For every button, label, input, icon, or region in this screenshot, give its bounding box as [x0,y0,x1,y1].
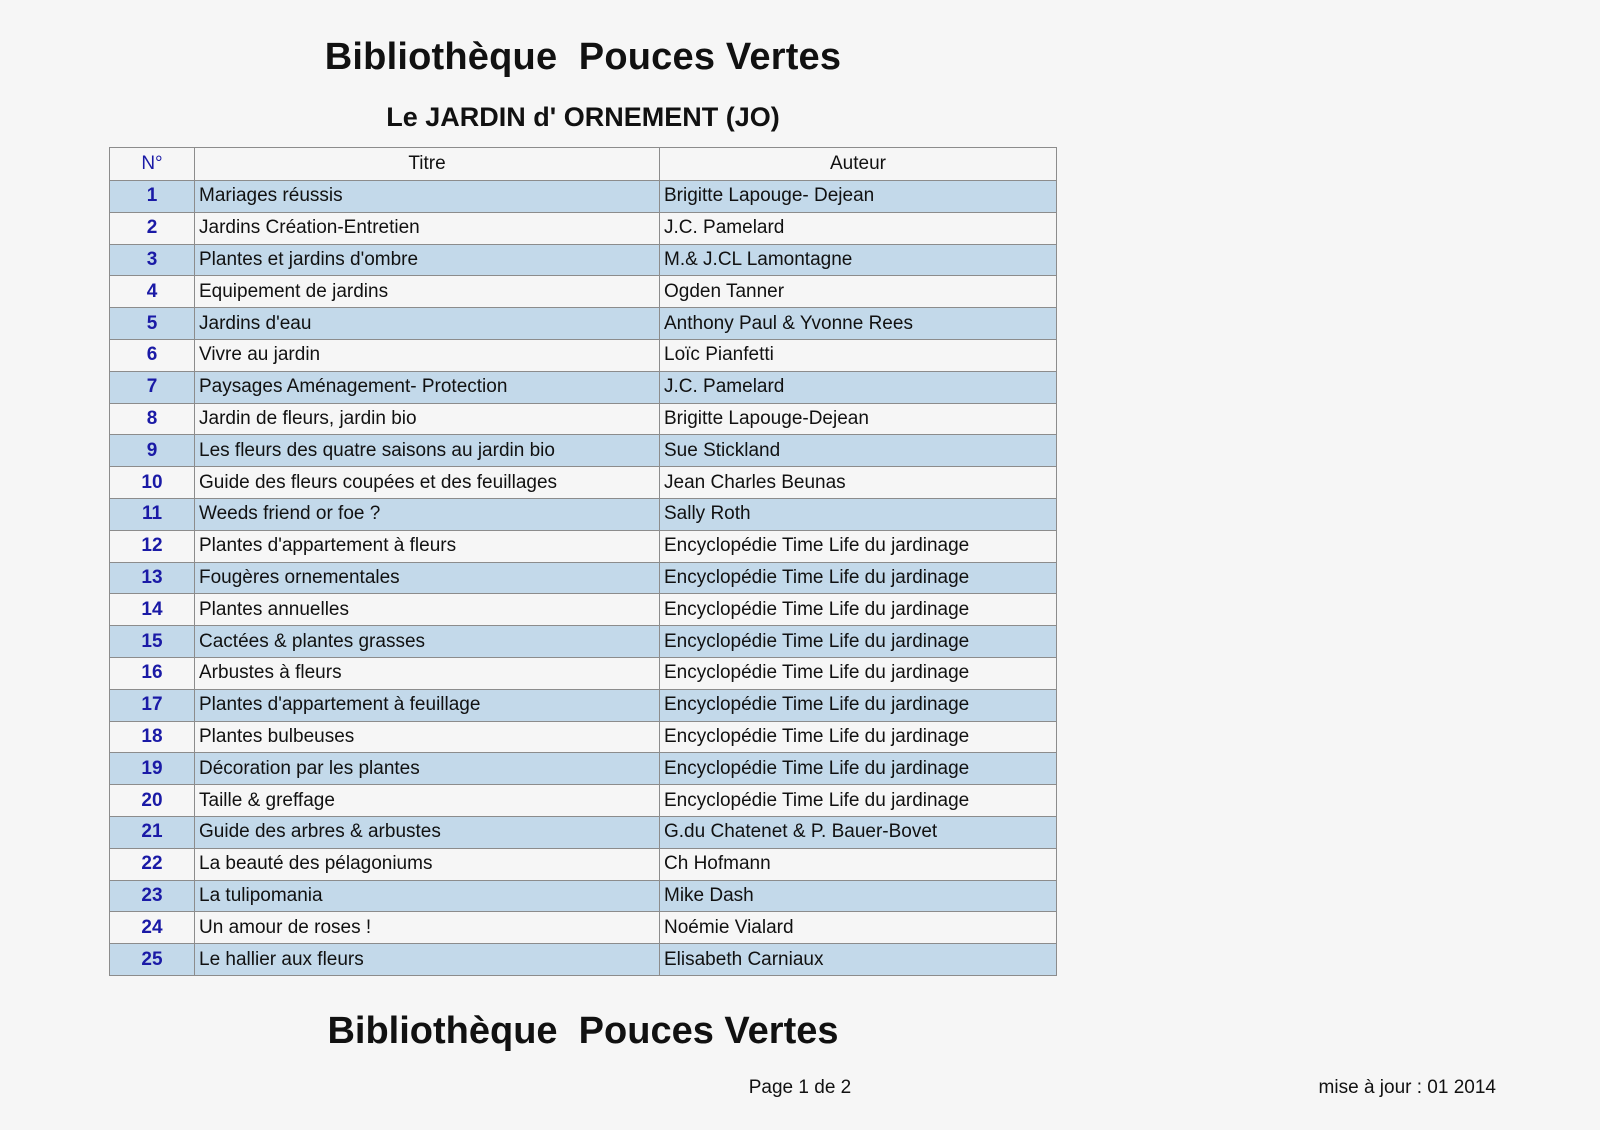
cell-author: Encyclopédie Time Life du jardinage [660,785,1057,817]
cell-number: 24 [110,912,195,944]
cell-number: 13 [110,562,195,594]
cell-title: La tulipomania [195,880,660,912]
cell-number: 8 [110,403,195,435]
cell-title: Weeds friend or foe ? [195,498,660,530]
table-row [110,816,1057,848]
cell-title: Paysages Aménagement- Protection [195,371,660,403]
cell-number: 22 [110,848,195,880]
cell-title: Mariages réussis [195,181,660,213]
table-row [110,339,1057,371]
category-title: Le JARDIN d' ORNEMENT (JO) [386,102,780,132]
cell-number: 5 [110,308,195,340]
cell-title: Le hallier aux fleurs [195,944,660,976]
table-row [110,753,1057,785]
cell-title: Décoration par les plantes [195,753,660,785]
column-header-author: Auteur [660,148,1057,181]
table-row [110,403,1057,435]
table-row [110,721,1057,753]
cell-number: 16 [110,657,195,689]
cell-number: 12 [110,530,195,562]
cell-title: La beauté des pélagoniums [195,848,660,880]
table-row [110,594,1057,626]
table-row [110,912,1057,944]
cell-author: Ogden Tanner [660,276,1057,308]
table-header-row [110,148,1057,181]
cell-number: 9 [110,435,195,467]
page-title: Bibliothèque Pouces Vertes [324,36,842,78]
cell-title: Plantes bulbeuses [195,721,660,753]
cell-author: Ch Hofmann [660,848,1057,880]
cell-author: Encyclopédie Time Life du jardinage [660,689,1057,721]
table-row [110,276,1057,308]
cell-author: Encyclopédie Time Life du jardinage [660,562,1057,594]
cell-author: Mike Dash [660,880,1057,912]
table-row [110,181,1057,213]
table-row [110,626,1057,658]
cell-title: Plantes annuelles [195,594,660,626]
cell-author: G.du Chatenet & P. Bauer-Bovet [660,816,1057,848]
cell-number: 20 [110,785,195,817]
cell-title: Jardins Création-Entretien [195,212,660,244]
cell-number: 19 [110,753,195,785]
table-row [110,562,1057,594]
table-row [110,530,1057,562]
cell-number: 11 [110,498,195,530]
cell-author: Loïc Pianfetti [660,339,1057,371]
cell-title: Arbustes à fleurs [195,657,660,689]
footer-title: Bibliothèque Pouces Vertes [327,1010,839,1052]
cell-title: Plantes et jardins d'ombre [195,244,660,276]
cell-author: Noémie Vialard [660,912,1057,944]
column-header-title: Titre [195,148,660,181]
table-row [110,435,1057,467]
table-row [110,848,1057,880]
table-body [110,181,1057,976]
table-row [110,657,1057,689]
cell-number: 10 [110,467,195,499]
cell-number: 2 [110,212,195,244]
cell-number: 4 [110,276,195,308]
cell-author: Brigitte Lapouge- Dejean [660,181,1057,213]
update-date: mise à jour : 01 2014 [1318,1077,1496,1098]
cell-author: Encyclopédie Time Life du jardinage [660,753,1057,785]
cell-title: Equipement de jardins [195,276,660,308]
cell-author: Sally Roth [660,498,1057,530]
cell-title: Plantes d'appartement à feuillage [195,689,660,721]
cell-title: Vivre au jardin [195,339,660,371]
cell-title: Jardins d'eau [195,308,660,340]
cell-number: 21 [110,816,195,848]
page-number: Page 1 de 2 [748,1077,852,1098]
cell-title: Un amour de roses ! [195,912,660,944]
cell-author: Encyclopédie Time Life du jardinage [660,626,1057,658]
cell-title: Plantes d'appartement à fleurs [195,530,660,562]
table-row [110,212,1057,244]
table-row [110,689,1057,721]
cell-number: 15 [110,626,195,658]
cell-title: Taille & greffage [195,785,660,817]
cell-title: Cactées & plantes grasses [195,626,660,658]
cell-author: Encyclopédie Time Life du jardinage [660,530,1057,562]
table-row [110,308,1057,340]
book-table [109,147,1057,976]
cell-title: Guide des fleurs coupées et des feuillages [195,467,660,499]
cell-title: Fougères ornementales [195,562,660,594]
cell-author: M.& J.CL Lamontagne [660,244,1057,276]
table-row [110,785,1057,817]
table-row [110,467,1057,499]
cell-title: Les fleurs des quatre saisons au jardin bio [195,435,660,467]
cell-number: 1 [110,181,195,213]
column-header-number: N° [110,148,195,181]
cell-author: Brigitte Lapouge-Dejean [660,403,1057,435]
cell-author: Encyclopédie Time Life du jardinage [660,657,1057,689]
cell-author: J.C. Pamelard [660,371,1057,403]
cell-author: J.C. Pamelard [660,212,1057,244]
cell-number: 18 [110,721,195,753]
cell-author: Jean Charles Beunas [660,467,1057,499]
table-row [110,371,1057,403]
table-row [110,498,1057,530]
table-row [110,880,1057,912]
cell-title: Guide des arbres & arbustes [195,816,660,848]
cell-author: Anthony Paul & Yvonne Rees [660,308,1057,340]
cell-number: 17 [110,689,195,721]
cell-author: Sue Stickland [660,435,1057,467]
cell-number: 3 [110,244,195,276]
cell-author: Encyclopédie Time Life du jardinage [660,721,1057,753]
cell-number: 6 [110,339,195,371]
table-row [110,944,1057,976]
cell-number: 23 [110,880,195,912]
cell-author: Elisabeth Carniaux [660,944,1057,976]
table-row [110,244,1057,276]
cell-number: 25 [110,944,195,976]
cell-number: 7 [110,371,195,403]
cell-title: Jardin de fleurs, jardin bio [195,403,660,435]
cell-author: Encyclopédie Time Life du jardinage [660,594,1057,626]
cell-number: 14 [110,594,195,626]
